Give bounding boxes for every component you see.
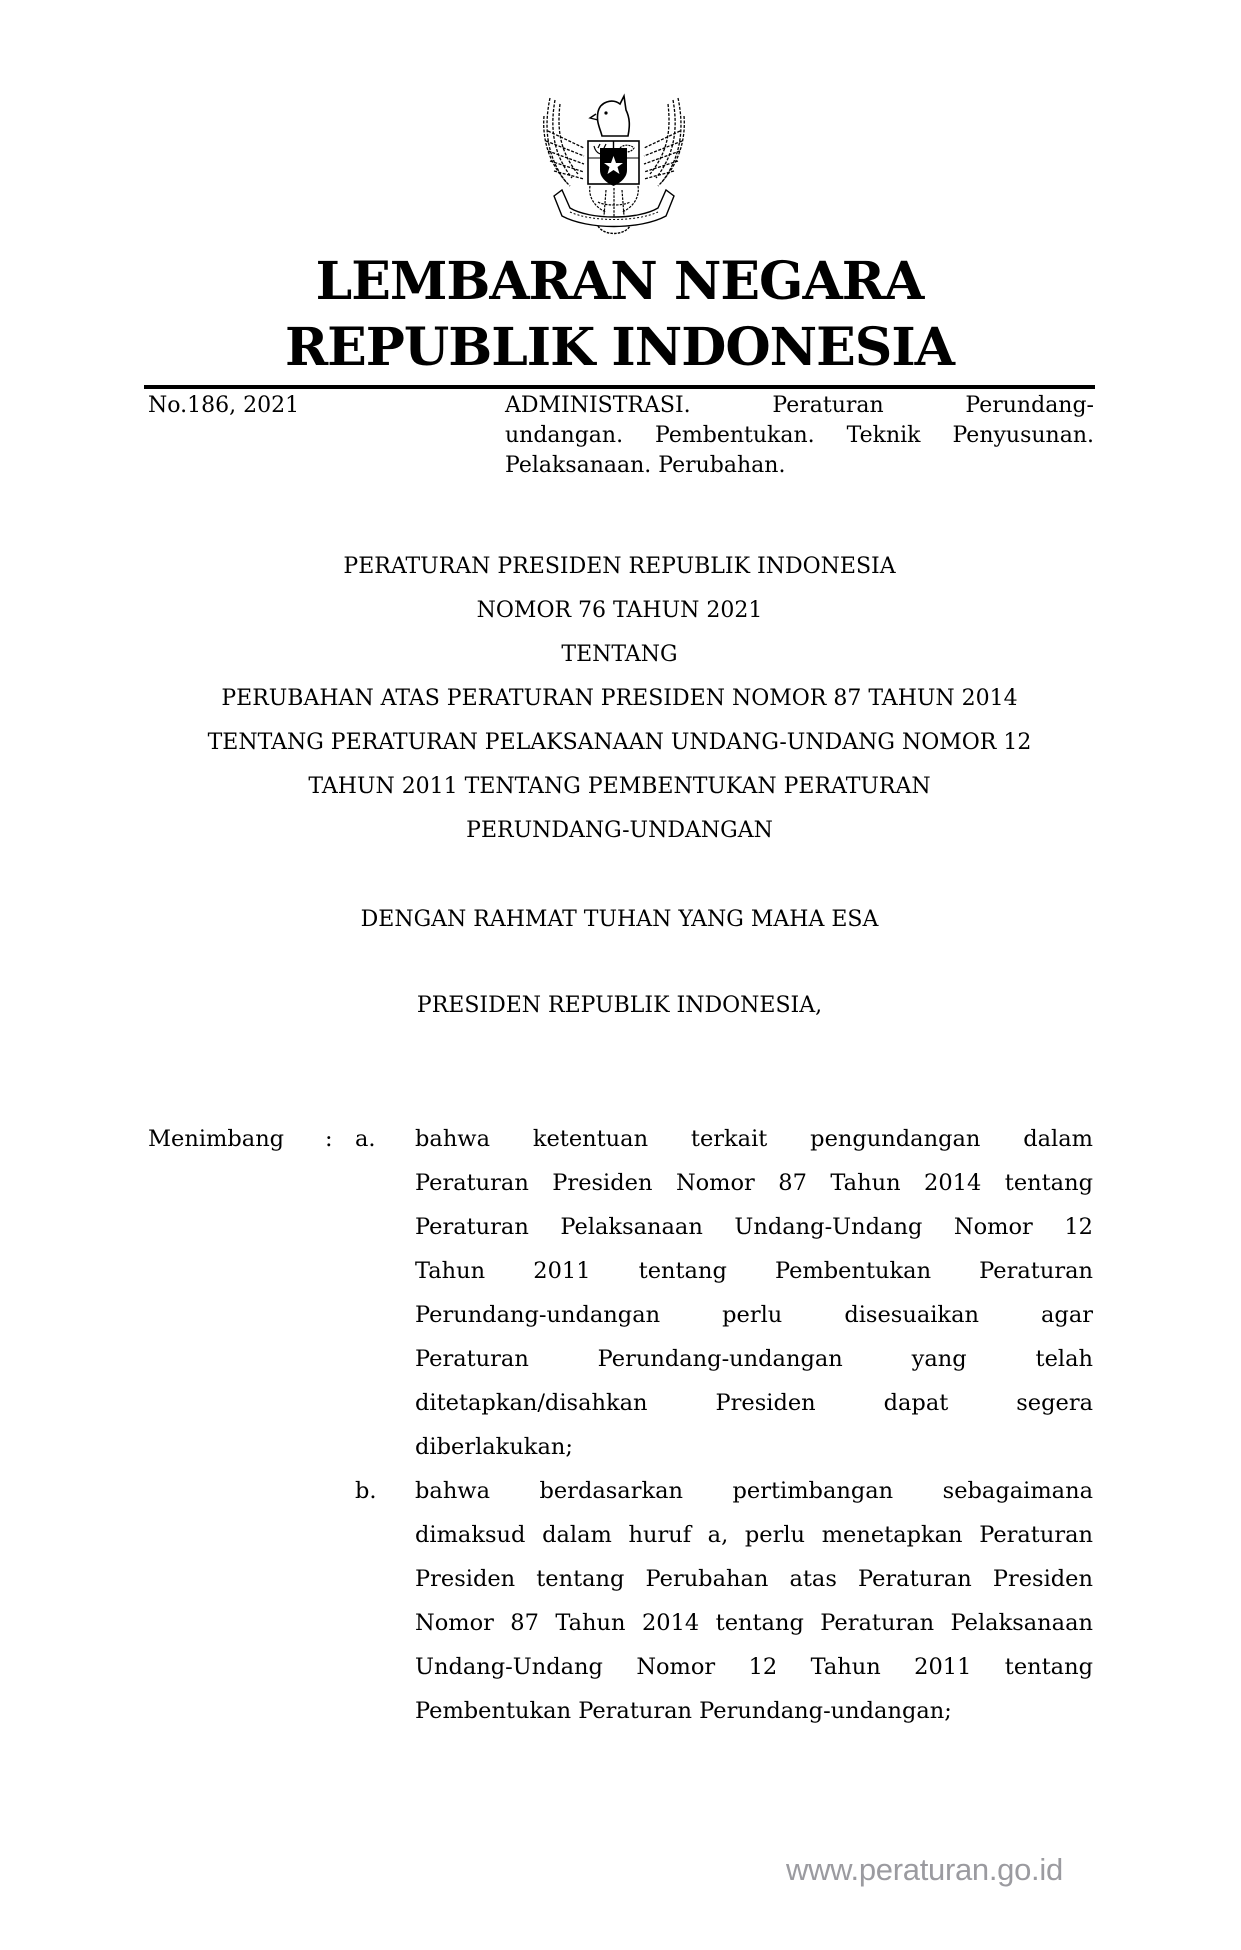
item-line: bahwa berdasarkan pertimbangan sebagaimana bbox=[415, 1478, 1093, 1504]
item-line: Peraturan Perundang-undangan yang telah bbox=[415, 1346, 1093, 1372]
item-line: Undang-Undang Nomor 12 Tahun 2011 tentang bbox=[415, 1654, 1093, 1680]
heading-line: PERATURAN PRESIDEN REPUBLIK INDONESIA bbox=[343, 554, 896, 579]
heading-line: TAHUN 2011 TENTANG PEMBENTUKAN PERATURAN bbox=[308, 774, 931, 799]
item-line: Tahun 2011 tentang Pembentukan Peraturan bbox=[415, 1258, 1093, 1284]
item-line: Pembentukan Peraturan Perundang-undangan; bbox=[415, 1698, 952, 1724]
item-line: Nomor 87 Tahun 2014 tentang Peraturan Pelaksanaan bbox=[415, 1610, 1093, 1636]
label-separator: : bbox=[325, 1126, 333, 1152]
heading-line: PERUNDANG-UNDANGAN bbox=[466, 818, 773, 843]
item-line: Peraturan Presiden Nomor 87 Tahun 2014 tentang bbox=[415, 1170, 1093, 1196]
item-line: ditetapkan/disahkan Presiden dapat segera bbox=[415, 1390, 1093, 1416]
heading-line: PERUBAHAN ATAS PERATURAN PRESIDEN NOMOR 87 TAHUN 2014 bbox=[221, 686, 1018, 711]
item-line: Presiden tentang Perubahan atas Peraturan Presiden bbox=[415, 1566, 1093, 1592]
gazette-title-line1: LEMBARAN NEGARA bbox=[315, 251, 924, 312]
item-line: dimaksud dalam huruf a, perlu menetapkan Peraturan bbox=[415, 1522, 1093, 1548]
item-letter-a: a. bbox=[355, 1126, 376, 1152]
invocation: DENGAN RAHMAT TUHAN YANG MAHA ESA bbox=[360, 907, 879, 932]
heading-line: TENTANG PERATURAN PELAKSANAAN UNDANG-UNDANG NOMOR 12 bbox=[207, 730, 1032, 755]
item-line: Peraturan Pelaksanaan Undang-Undang Nomor 12 bbox=[415, 1214, 1093, 1240]
gazette-title-line2: REPUBLIK INDONESIA bbox=[284, 317, 955, 378]
item-line: bahwa ketentuan terkait pengundangan dalam bbox=[415, 1126, 1093, 1152]
gazette-number: No.186, 2021 bbox=[148, 393, 300, 418]
heading-line: NOMOR 76 TAHUN 2021 bbox=[476, 598, 763, 623]
authority-line: PRESIDEN REPUBLIK INDONESIA, bbox=[416, 993, 823, 1018]
item-line: diberlakukan; bbox=[415, 1434, 573, 1460]
subject-line: Pelaksanaan. Perubahan. bbox=[505, 453, 786, 478]
item-line: Perundang-undangan perlu disesuaikan agar bbox=[415, 1302, 1093, 1328]
source-watermark: www.peraturan.go.id bbox=[786, 1852, 1063, 1887]
consideration-item-a bbox=[415, 1117, 1093, 1469]
consideration-item-b bbox=[415, 1469, 1093, 1733]
item-letter-b: b. bbox=[355, 1478, 377, 1504]
heading-line: TENTANG bbox=[561, 642, 678, 667]
considerations-label: Menimbang bbox=[148, 1126, 285, 1152]
subject-line: undangan. Pembentukan. Teknik Penyusunan. bbox=[505, 423, 1094, 448]
subject-line: ADMINISTRASI. Peraturan Perundang- bbox=[505, 393, 1094, 418]
